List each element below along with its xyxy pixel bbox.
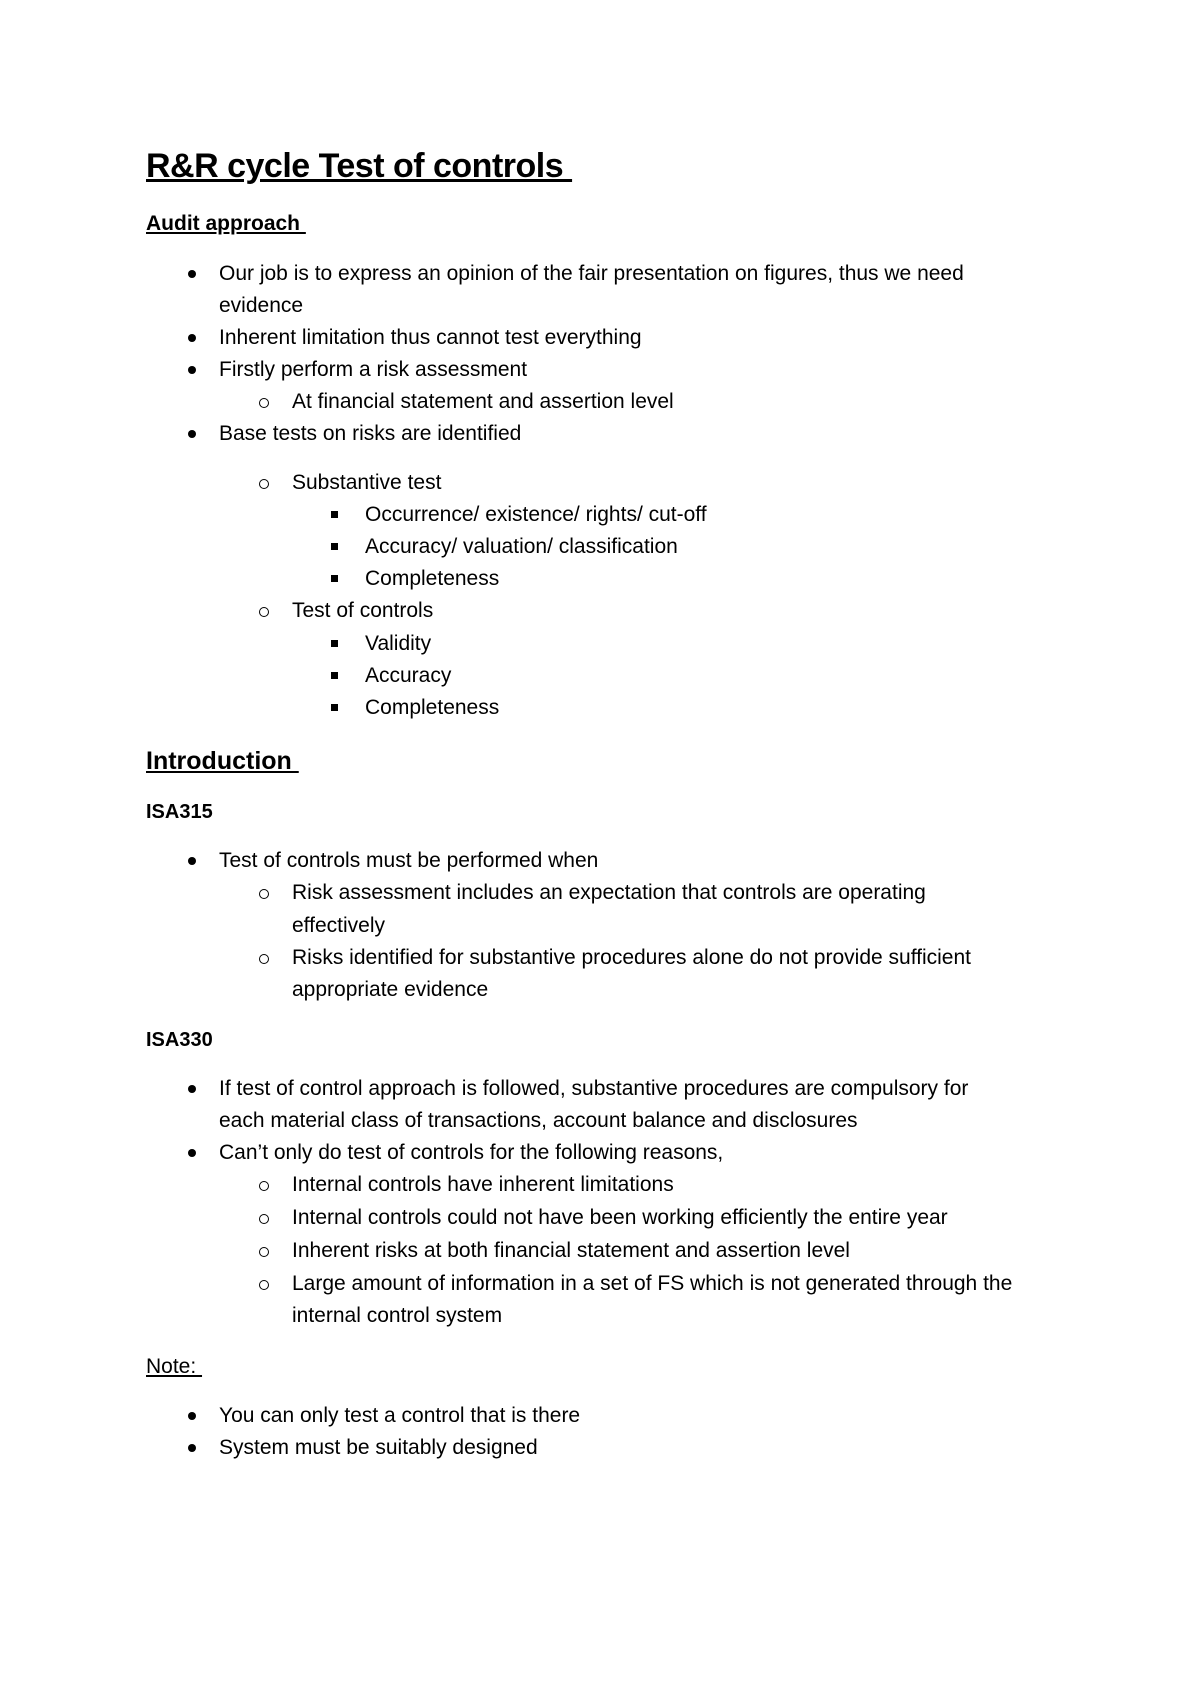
square-bullet-icon [331, 543, 338, 550]
list-item: Inherent risks at both financial statement and assertion level [292, 1235, 850, 1267]
bullet-icon [188, 857, 196, 865]
bullet-icon [188, 1085, 196, 1093]
list-item: You can only test a control that is there [219, 1400, 580, 1432]
bullet-icon [188, 334, 196, 342]
square-bullet-icon [331, 511, 338, 518]
list-item: Our job is to express an opinion of the fair presentation on figures, thus we need [219, 258, 964, 290]
list-item: System must be suitably designed [219, 1432, 538, 1464]
list-item: Substantive test [292, 467, 441, 499]
circle-bullet-icon [259, 1280, 269, 1290]
square-bullet-icon [331, 704, 338, 711]
isa330-heading: ISA330 [146, 1029, 213, 1051]
list-item: Occurrence/ existence/ rights/ cut-off [365, 499, 707, 531]
square-bullet-icon [331, 672, 338, 679]
circle-bullet-icon [259, 607, 269, 617]
list-item: Test of controls [292, 595, 433, 627]
list-item-continuation: effectively [292, 914, 385, 937]
list-item: Inherent limitation thus cannot test everything [219, 322, 642, 354]
list-item: Accuracy [365, 660, 451, 692]
list-item: Accuracy/ valuation/ classification [365, 531, 678, 563]
audit-approach-heading: Audit approach [146, 212, 306, 235]
circle-bullet-icon [259, 479, 269, 489]
circle-bullet-icon [259, 889, 269, 899]
bullet-icon [188, 270, 196, 278]
circle-bullet-icon [259, 398, 269, 408]
circle-bullet-icon [259, 1214, 269, 1224]
isa315-heading: ISA315 [146, 801, 213, 823]
list-item: Internal controls could not have been working efficiently the entire year [292, 1202, 948, 1234]
circle-bullet-icon [259, 954, 269, 964]
list-item: Base tests on risks are identified [219, 418, 521, 450]
list-item: Completeness [365, 692, 499, 724]
circle-bullet-icon [259, 1181, 269, 1191]
list-item: At financial statement and assertion level [292, 386, 674, 418]
bullet-icon [188, 366, 196, 374]
list-item: Firstly perform a risk assessment [219, 354, 527, 386]
bullet-icon [188, 1149, 196, 1157]
note-heading: Note: [146, 1355, 203, 1378]
square-bullet-icon [331, 640, 338, 647]
introduction-heading: Introduction [146, 747, 299, 775]
page-title: R&R cycle Test of controls [146, 147, 573, 185]
list-item: If test of control approach is followed, substantive procedures are compulsory for [219, 1073, 968, 1105]
list-item-continuation: each material class of transactions, account balance and disclosures [219, 1109, 858, 1132]
square-bullet-icon [331, 575, 338, 582]
list-item: Completeness [365, 563, 499, 595]
list-item-continuation: internal control system [292, 1304, 503, 1327]
bullet-icon [188, 1412, 196, 1420]
bullet-icon [188, 1444, 196, 1452]
list-item: Test of controls must be performed when [219, 845, 598, 877]
list-item: Large amount of information in a set of FS which is not generated through the [292, 1268, 1012, 1300]
list-item: Internal controls have inherent limitations [292, 1169, 674, 1201]
list-item: Risk assessment includes an expectation that controls are operating [292, 877, 926, 909]
list-item: Validity [365, 628, 431, 660]
list-item: Can’t only do test of controls for the following reasons, [219, 1137, 723, 1169]
list-item: Risks identified for substantive procedures alone do not provide sufficient [292, 942, 971, 974]
list-item-continuation: appropriate evidence [292, 978, 489, 1001]
circle-bullet-icon [259, 1247, 269, 1257]
list-item-continuation: evidence [219, 294, 304, 317]
bullet-icon [188, 430, 196, 438]
